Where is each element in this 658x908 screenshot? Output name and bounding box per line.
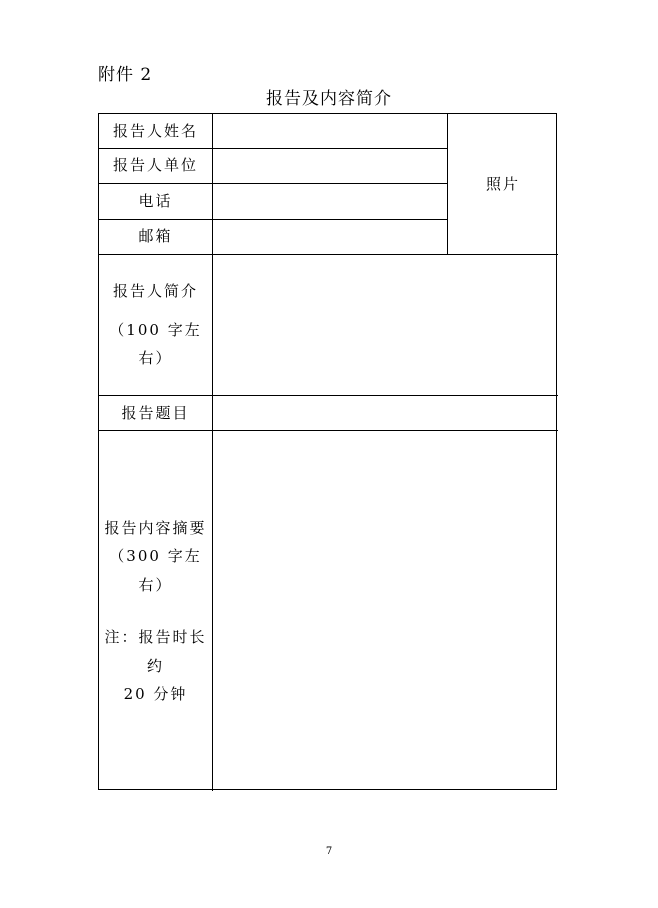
abstract-hint: （300 字左右） — [109, 547, 202, 594]
bio-label-cell — [99, 255, 212, 395]
photo-box[interactable] — [448, 114, 558, 254]
abstract-field[interactable] — [213, 431, 558, 791]
bio-label: 报告人简介 — [112, 282, 198, 301]
abstract-label: 报告内容摘要 — [104, 518, 207, 537]
bio-field[interactable] — [213, 255, 558, 395]
abstract-label-cell — [99, 431, 212, 791]
name-field[interactable] — [213, 114, 447, 148]
note-line-2: 20 分钟 — [123, 685, 188, 703]
topic-field[interactable] — [213, 396, 558, 430]
name-label: 报告人姓名 — [112, 121, 198, 140]
email-label: 邮箱 — [138, 227, 173, 246]
bio-hint: （100 字左右） — [109, 320, 202, 368]
photo-label: 照片 — [485, 174, 520, 193]
unit-field[interactable] — [213, 149, 447, 183]
phone-field[interactable] — [213, 184, 447, 219]
unit-label: 报告人单位 — [112, 156, 198, 175]
attachment-label: 附件 2 — [98, 65, 153, 85]
page-number: 7 — [325, 846, 333, 857]
note-line-1: 注：报告时长约 — [104, 628, 207, 675]
phone-label: 电话 — [138, 191, 173, 210]
topic-label: 报告题目 — [121, 403, 190, 422]
registration-form-table — [98, 113, 557, 790]
email-field[interactable] — [213, 220, 447, 254]
form-title: 报告及内容简介 — [266, 89, 392, 109]
